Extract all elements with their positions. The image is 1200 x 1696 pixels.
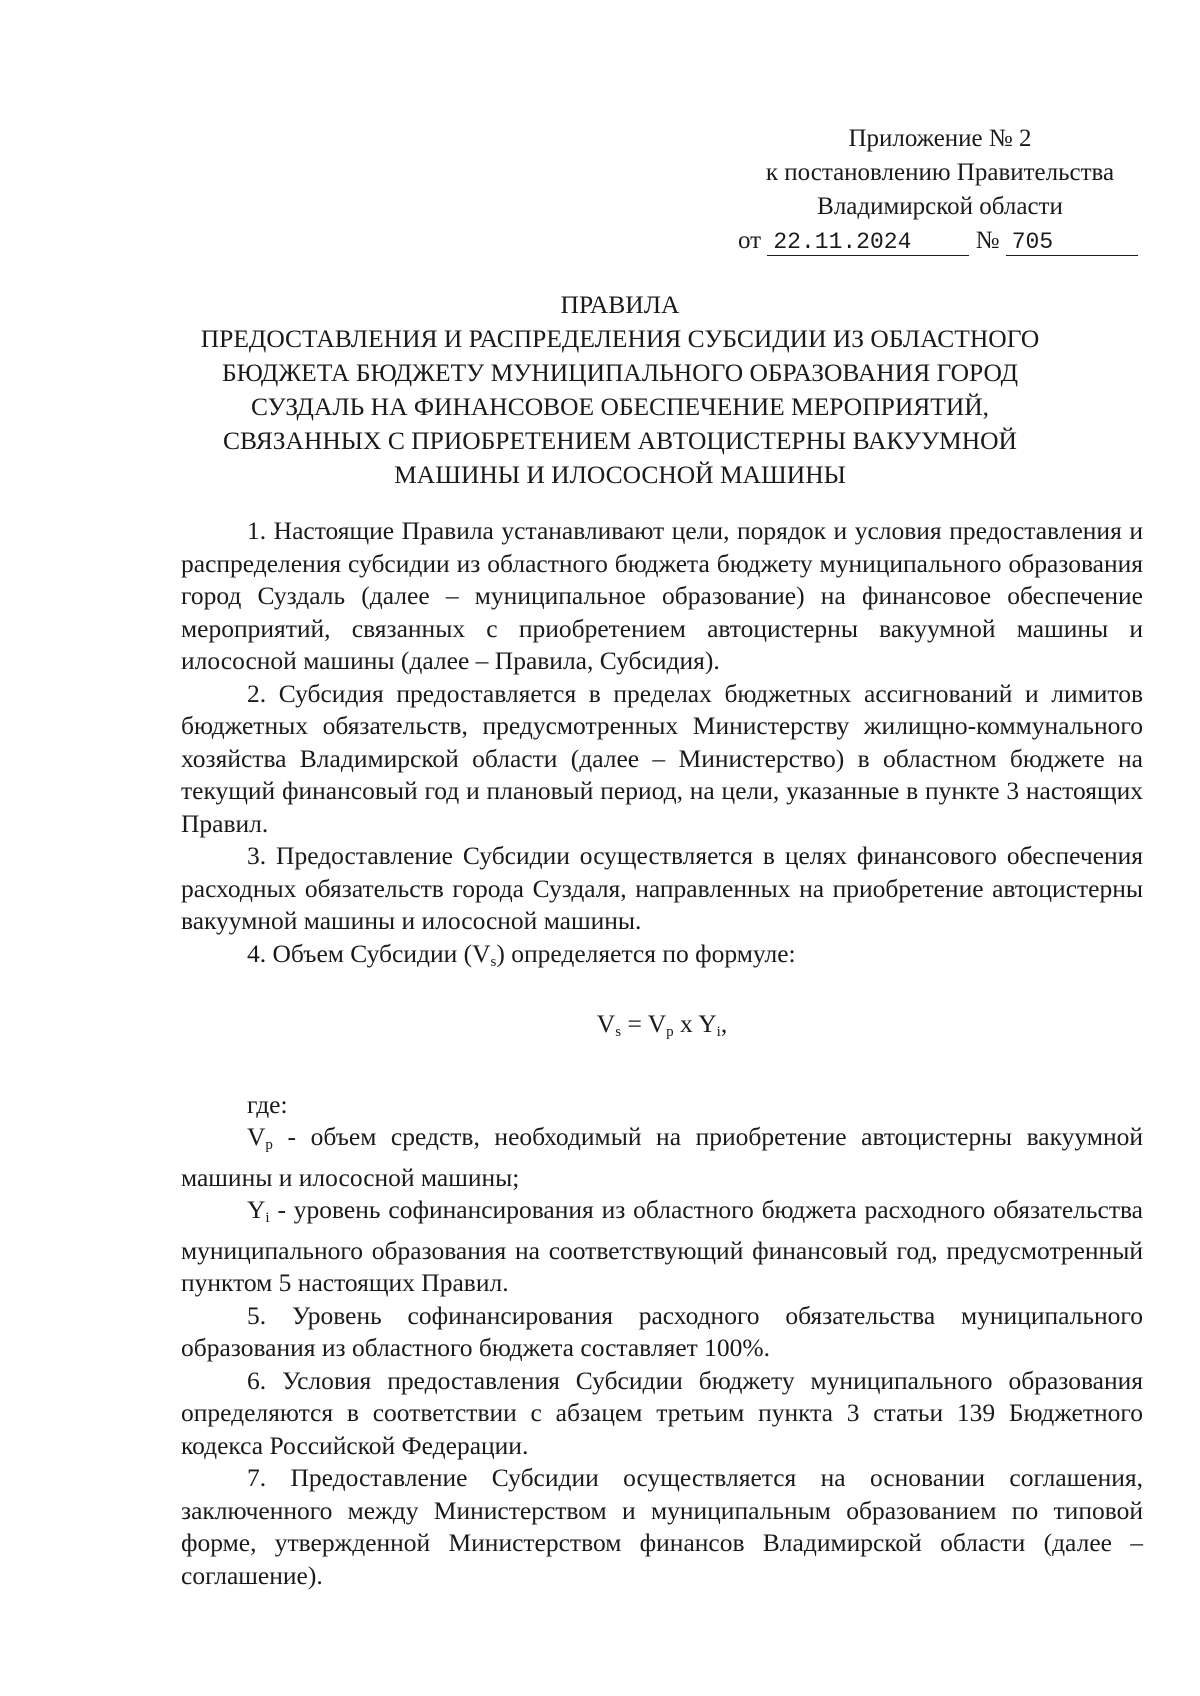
appendix-region: Владимирской области: [817, 193, 1063, 220]
where-label: где:: [247, 1089, 288, 1119]
p4-text: 4. Объем Субсидии (V: [247, 938, 491, 968]
paragraph-1: 1. Настоящие Правила устанавливают цели, порядок и условия предоставления и распределения субсидии из областного бюджета бюджету муниципального образования город Суздаль (далее – муниципальное образование) на финансовое обеспечение мероприятий, связанных с приобретением автоцистерны вакуумной машины и илососной машины (далее – Правила, Субсидия).: [181, 516, 1143, 675]
formula-x: x Y: [673, 1009, 717, 1038]
formula-eq: = V: [621, 1009, 667, 1038]
appendix-header: [740, 122, 1140, 258]
title-line: БЮДЖЕТА БЮДЖЕТУ МУНИЦИПАЛЬНОГО ОБРАЗОВАНИЯ ГОРОД: [221, 358, 1019, 387]
vp-text: - объем средств, необходимый на приобретение автоцистерны вакуумной машины и илососной машины;: [181, 1122, 1143, 1192]
resolution-number: 705: [1006, 229, 1138, 256]
subsidy-formula: [181, 1008, 1143, 1049]
paragraph-7: 7. Предоставление Субсидии осуществляется на основании соглашения, заключенного между Министерством и муниципальным образованием по типовой форме, утвержденной Министерством финансов Владимирской области (далее – соглашение).: [181, 1463, 1143, 1590]
appendix-date-line: [738, 224, 1140, 258]
p4-subscript: s: [490, 953, 497, 970]
vp-subscript: p: [265, 1137, 273, 1153]
formula-v: V: [596, 1009, 616, 1038]
from-label: от: [738, 227, 762, 254]
title-line: ПРАВИЛА: [560, 290, 680, 319]
formula-end: ,: [720, 1009, 728, 1038]
yi-symbol: Y: [247, 1195, 266, 1224]
paragraph-6: 6. Условия предоставления Субсидии бюджету муниципального образования определяются в соответствии с абзацем третьим пункта 3 статьи 139 Бюджетного кодекса Российской Федерации.: [181, 1365, 1143, 1460]
title-line: СВЯЗАННЫХ С ПРИОБРЕТЕНИЕМ АВТОЦИСТЕРНЫ ВАКУУМНОЙ: [223, 426, 1017, 455]
p4-text-end: ) определяется по формуле:: [496, 938, 796, 968]
paragraph-4: [181, 938, 1143, 979]
formula-sub-i: i: [716, 1024, 721, 1040]
formula-sub-p: p: [666, 1024, 674, 1040]
title-line: СУЗДАЛЬ НА ФИНАНСОВОЕ ОБЕСПЕЧЕНИЕ МЕРОПРИЯТИЙ,: [250, 392, 990, 421]
yi-text: - уровень софинансирования из областного бюджета расходного обязательства муниципального образования на соответствующий финансовый год, предусмотренный пунктом 5 настоящих Правил.: [181, 1195, 1143, 1297]
resolution-date: 22.11.2024: [767, 229, 969, 256]
definition-vp: [181, 1121, 1143, 1194]
title-line: МАШИНЫ И ИЛОСОСНОЙ МАШИНЫ: [394, 460, 846, 489]
paragraph-3: 3. Предоставление Субсидии осуществляется в целях финансового обеспечения расходных обязательств города Суздаля, направленных на приобретение автоцистерны вакуумной машины и илососной машины.: [181, 841, 1143, 935]
formula-sub-s: s: [615, 1024, 622, 1040]
vp-symbol: V: [247, 1122, 266, 1151]
appendix-number: Приложение № 2: [848, 125, 1032, 152]
paragraph-5: 5. Уровень софинансирования расходного обязательства муниципального образования из областного бюджета составляет 100%.: [181, 1300, 1143, 1362]
number-label: №: [975, 227, 1000, 254]
paragraph-2: 2. Субсидия предоставляется в пределах бюджетных ассигнований и лимитов бюджетных обязательств, предусмотренных Министерству жилищно-коммунального хозяйства Владимирской области (далее – Министерство) в областном бюджете на текущий финансовый год и плановый период, на цели, указанные в пункте 3 настоящих Правил.: [181, 678, 1143, 838]
yi-subscript: i: [265, 1210, 270, 1226]
appendix-resolution-ref: к постановлению Правительства: [765, 159, 1115, 186]
definition-yi: [181, 1194, 1143, 1300]
title-line: ПРЕДОСТАВЛЕНИЯ И РАСПРЕДЕЛЕНИЯ СУБСИДИИ ИЗ ОБЛАСТНОГО: [200, 324, 1040, 353]
document-title: [150, 288, 1090, 492]
document-body: [181, 515, 1143, 1592]
